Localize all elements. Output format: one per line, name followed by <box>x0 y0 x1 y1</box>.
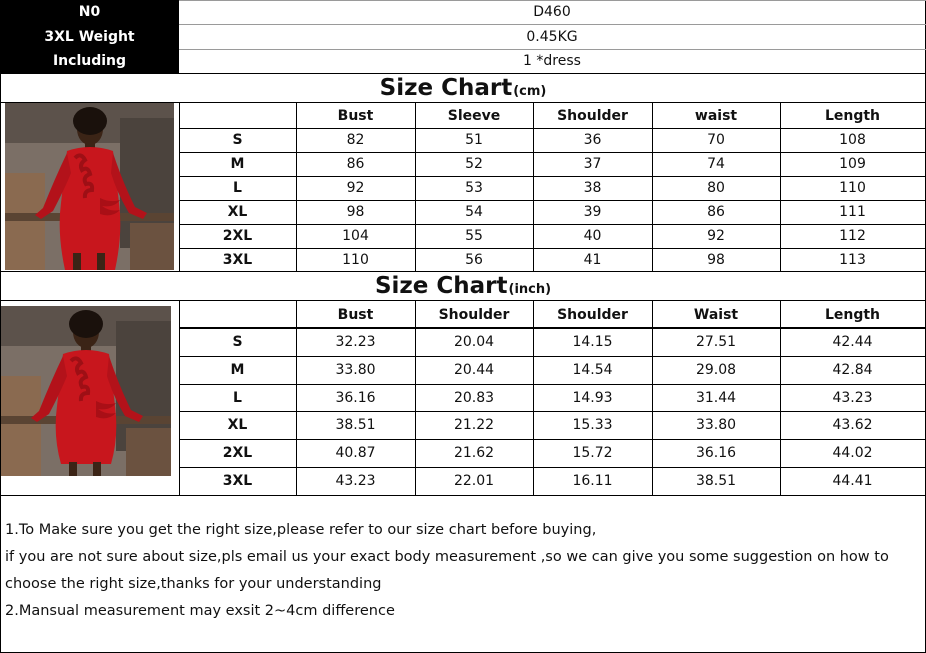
dress-model-image <box>1 306 171 476</box>
table-cell: 51 <box>465 132 483 148</box>
table-cell: 53 <box>465 180 483 196</box>
size-label: 3XL <box>222 252 253 268</box>
column-header: Waist <box>693 306 739 323</box>
table-cell: 98 <box>346 204 365 220</box>
size-label: 2XL <box>222 445 253 461</box>
table-cell: 21.22 <box>453 417 495 433</box>
table-cell: 44.02 <box>832 445 873 461</box>
grid-line <box>296 102 297 272</box>
table-cell: 29.08 <box>695 362 737 378</box>
table-cell: 55 <box>465 228 483 244</box>
grid-line <box>652 300 653 495</box>
table-cell: 52 <box>465 156 483 172</box>
table-cell: 98 <box>707 252 725 268</box>
table-cell: 20.83 <box>453 390 495 406</box>
table-cell: 14.54 <box>572 362 613 378</box>
grid-line <box>179 152 926 153</box>
table-cell: 38.51 <box>695 473 737 489</box>
table-cell: 82 <box>346 132 365 148</box>
grid-line <box>179 356 926 357</box>
size-label: L <box>233 180 242 196</box>
table-cell: 21.62 <box>453 445 495 461</box>
header-value-including: 1 *dress <box>523 53 581 69</box>
table-cell: 43.62 <box>832 417 873 433</box>
header-label-no: N0 <box>0 0 179 24</box>
table-cell: 40 <box>583 228 602 244</box>
grid-line <box>179 300 180 495</box>
table-cell: 20.44 <box>453 362 495 378</box>
grid-line <box>296 300 297 495</box>
table-cell: 43.23 <box>832 390 873 406</box>
note-line-2: if you are not sure about size,pls email us your exact body measurement ,so we can give you some suggestion on how to <box>5 549 889 565</box>
column-header: Bust <box>337 306 374 323</box>
table-cell: 86 <box>707 204 725 220</box>
grid-line <box>179 0 926 1</box>
header-label-weight: 3XL Weight <box>0 24 179 49</box>
size-label: XL <box>227 417 248 433</box>
grid-line <box>415 300 416 495</box>
table-cell: 80 <box>707 180 725 196</box>
table-cell: 31.44 <box>695 390 737 406</box>
grid-line <box>533 300 534 495</box>
column-header: waist <box>694 107 738 124</box>
table-cell: 112 <box>839 228 866 244</box>
grid-line <box>179 102 180 272</box>
chart-cm-unit: (cm) <box>513 84 547 99</box>
size-label: S <box>232 334 243 350</box>
grid-line <box>179 176 926 177</box>
grid-line <box>179 24 926 25</box>
grid-line <box>0 102 926 103</box>
table-cell: 36.16 <box>695 445 737 461</box>
table-cell: 109 <box>839 156 866 172</box>
table-cell: 44.41 <box>832 473 873 489</box>
size-chart-inch-title <box>0 272 926 300</box>
table-cell: 27.51 <box>695 334 737 350</box>
note-line-1: 1.To Make sure you get the right size,please refer to our size chart before buying, <box>5 522 597 538</box>
column-header: Shoulder <box>557 107 628 124</box>
table-cell: 20.04 <box>453 334 495 350</box>
table-cell: 43.23 <box>335 473 376 489</box>
table-cell: 33.80 <box>335 362 376 378</box>
grid-line <box>533 102 534 272</box>
table-cell: 56 <box>465 252 483 268</box>
table-cell: 86 <box>346 156 365 172</box>
size-chart-cm-title <box>0 74 926 102</box>
table-cell: 42.44 <box>832 334 873 350</box>
table-cell: 110 <box>839 180 866 196</box>
table-cell: 41 <box>583 252 602 268</box>
size-label: 3XL <box>222 473 253 489</box>
size-label: S <box>232 132 243 148</box>
size-label: M <box>230 156 245 172</box>
table-cell: 32.23 <box>335 334 376 350</box>
grid-line <box>0 0 1 652</box>
grid-line <box>179 411 926 412</box>
note-line-3: choose the right size,thanks for your understanding <box>5 576 382 592</box>
table-cell: 111 <box>839 204 866 220</box>
table-cell: 40.87 <box>335 445 376 461</box>
grid-line <box>179 224 926 225</box>
table-cell: 104 <box>342 228 369 244</box>
grid-line <box>0 271 926 272</box>
table-cell: 15.33 <box>572 417 613 433</box>
header-value-no: D460 <box>533 4 571 20</box>
grid-line <box>780 300 781 495</box>
table-cell: 108 <box>839 132 866 148</box>
table-cell: 74 <box>707 156 725 172</box>
table-cell: 38.51 <box>335 417 376 433</box>
grid-line <box>179 248 926 249</box>
grid-line <box>780 102 781 272</box>
column-header: Shoulder <box>438 306 510 323</box>
table-cell: 70 <box>707 132 725 148</box>
size-label: M <box>230 362 245 378</box>
header-value-weight: 0.45KG <box>526 28 578 45</box>
notes-block <box>5 517 920 637</box>
table-cell: 54 <box>465 204 483 220</box>
column-header: Shoulder <box>557 306 628 323</box>
table-cell: 113 <box>839 252 866 268</box>
table-cell: 36 <box>583 132 602 148</box>
dress-photo-2 <box>1 306 171 476</box>
chart-inch-unit: (inch) <box>508 282 552 297</box>
grid-line <box>179 328 926 329</box>
table-cell: 14.15 <box>572 334 613 350</box>
size-label: L <box>233 390 242 406</box>
chart-inch-title-text: Size Chart <box>374 273 508 299</box>
table-cell: 14.93 <box>572 390 613 406</box>
chart-cm-title-text: Size Chart <box>379 75 513 101</box>
table-cell: 16.11 <box>572 473 613 489</box>
note-line-4: 2.Mansual measurement may exsit 2~4cm difference <box>5 603 395 619</box>
grid-line <box>652 102 653 272</box>
table-cell: 42.84 <box>832 362 873 378</box>
dress-model-image <box>5 103 174 270</box>
grid-line <box>179 327 926 328</box>
table-cell: 110 <box>342 252 369 268</box>
size-label: XL <box>227 204 248 220</box>
size-label: 2XL <box>222 228 253 244</box>
grid-line <box>179 200 926 201</box>
table-cell: 15.72 <box>572 445 613 461</box>
grid-line <box>179 439 926 440</box>
grid-line <box>0 73 926 74</box>
column-header: Sleeve <box>447 107 501 124</box>
grid-line <box>0 495 926 496</box>
table-cell: 22.01 <box>453 473 495 489</box>
table-cell: 36.16 <box>335 390 376 406</box>
table-cell: 39 <box>583 204 602 220</box>
grid-line <box>179 384 926 385</box>
grid-line <box>179 49 926 50</box>
dress-photo-1 <box>5 103 174 270</box>
table-cell: 38 <box>583 180 602 196</box>
column-header: Bust <box>337 107 374 124</box>
table-cell: 92 <box>707 228 725 244</box>
table-cell: 37 <box>583 156 602 172</box>
column-header: Length <box>824 107 881 124</box>
column-header: Length <box>824 306 881 323</box>
table-cell: 92 <box>346 180 365 196</box>
header-label-including: Including <box>0 49 179 73</box>
table-cell: 33.80 <box>695 417 737 433</box>
grid-line <box>415 102 416 272</box>
grid-line <box>0 300 926 301</box>
grid-line <box>179 467 926 468</box>
grid-line <box>179 128 926 129</box>
